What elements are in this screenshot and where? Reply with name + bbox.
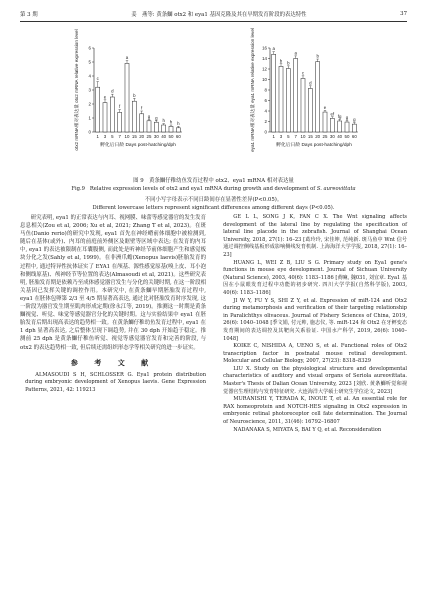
significance-letter: a <box>125 55 129 61</box>
x-tick-label: 1 <box>96 134 99 139</box>
significance-letter: b <box>316 53 319 59</box>
significance-letter: g <box>345 114 349 120</box>
otx2-bar-chart <box>70 29 188 175</box>
y-tick-label: 3 <box>88 87 91 93</box>
significance-letter: h <box>169 119 173 125</box>
x-tick-label: 5 <box>287 134 290 139</box>
significance-letter: b <box>287 60 290 66</box>
x-tick-label: 20 <box>139 134 145 139</box>
header-rule <box>20 21 407 22</box>
bar <box>301 78 305 132</box>
reference-entry: NADANAKA S, MIYATA S, BAI Y Q, et al. Reconsideration <box>233 426 382 433</box>
reference-entry: MURANISHI Y, TERADA K, INOUE T, et al. An essential role for RAX homeoprotein and NOTCH-HES signaling in Otx2 expression in embryonic retinal photoreceptor cell fate determination. The Journal of Neuroscience, 2011, 31(46): 16792–16807 <box>223 396 407 426</box>
reference-entry: HUANG L, WEI Z B, LIU S G. Primary study on Eya1 gene's functions in mouse eye development. Journal of Sichuan University (Natural Science), 2003, 40(6): 1183–1186 [黄嘛, 魏031, 刘宜章. Eya1 基因在小鼠眼发育过程中功能的初步研究. 四川大学学报(自然科学版), 2003, 40(6): 1183–1186] <box>223 259 407 296</box>
y-tick-label: 1 <box>88 115 91 121</box>
body-paragraph: 研究表明, eya1 的正常表达与内耳、视网膜、味蕾等感觉器官的发生发育息息相关(Zou et al, 2006; Xu et al, 2021; Zhang T et al, 2023)。在斑马鱼(Danio rerio)的研究中发现, eya1 首先在神经嵴前体细胞中被检测到, 随后在基体(或外)、内耳的前庭前外侧区及眶壁等区域中表达; 在发育的内耳中, eya1 的表达被限制在耳囊腹侧, 而此处是听神经节前体细胞产生和感觉板块分化之发(Sahly et al, 1999)。在非洲爪蟾(Xenopus laevis)胚胎发育的过程中, 通过特异性抗体证实了 EYA1 在颅基、源性感觉原基(嗅上皮、耳小泡和侧线原基)、颅神经节等位置的表达(Almasoudi et al, 2021)。这些研究表明, 胚胎发育期是依赖乃至成体感觉器官发生与分化的关键时期, 在这一阶段相关基因已发挥关键的调控作用。本研究中, 在黄条鰤早期胚胎发育过程中, eya1 在胚体包卵第 2/3 至 4/5 期显著高表达, 通过比对胚胎发育时序发现, 这一阶段为器官发生期至肌肉形成定期(徐永江等, 2019)。推测这一时期是黄条鰤视觉、听觉、味觉等感觉器官分化的关键时期。这与实验结果中 eya1 在胚胎发育后期出现高表达的趋势相一致。在黄条鰤仔稚幼鱼发育过程中, eya1 在 1 dph 显著高表达, 之后整体呈现下调趋势, 并在 30 dph 开始趋于稳定。推测前 25 dph 是黄条鰤仔稚鱼听觉、视觉等感觉器官发育和完善的阶段, 与 otx2 的表达趋势相一致, 但后续还需组织形态学等相关研究的进一步证实。 <box>20 215 206 351</box>
significance-letter: d <box>309 80 312 86</box>
x-tick-label: 5 <box>111 134 114 139</box>
x-tick-label: 40 <box>161 134 167 139</box>
x-tick-label: 20 <box>315 134 321 139</box>
bar <box>316 62 320 132</box>
x-tick-label: 30 <box>329 134 335 139</box>
x-tick-label: 7 <box>118 134 121 139</box>
y-tick-label: 8 <box>264 87 267 93</box>
references-list-left <box>20 372 206 395</box>
y-tick-label: 16 <box>262 45 267 51</box>
x-axis-label: 孵化后日龄 Days post-hatching/dph <box>100 143 176 148</box>
reference-entry: GE L L, SONG J K, FAN C X. The Wnt signaling affects development of the lateral line by regulating the specification of lateral line placode in the zebrafish. Journal of Shanghai Ocean University, 2018, 27(1): 16–23 [葛玲玲, 宋佳坤, 范纯新. 斑马鱼中 Wnt 信号通过调控侧线基板形成影响侧线发育机制. 上海海洋大学学报, 2018, 27(1): 16–23] <box>223 214 407 258</box>
significance-letter: g <box>155 115 158 121</box>
bar <box>96 87 100 132</box>
figure-caption-en-label: Fig.9 <box>71 186 85 192</box>
x-tick-label: 60 <box>351 134 357 139</box>
bar <box>308 88 312 132</box>
references-list-right <box>218 214 407 434</box>
bar <box>132 101 136 132</box>
references-heading: 参 考 文 献 <box>70 357 156 367</box>
significance-letter: a <box>272 46 275 52</box>
reference-entry: LIU X. Study on the physiological structure and developmental characteristics of auditory and visual organs of Seriola aureovittata. Master's Thesis of Dalian Ocean University, 2023 [刘欣. 黄条鰤听觉和视觉器官生理结构与发育特征研究. 大连海洋大学硕士研究生学位论文, 2023] <box>223 365 407 395</box>
bar <box>176 128 180 132</box>
bar <box>162 125 166 132</box>
y-tick-label: 5 <box>88 59 91 65</box>
significance-letter: f <box>141 105 143 111</box>
x-axis-label: 孵化后日龄 Days post-hatching/dph <box>276 143 352 148</box>
y-tick-label: 0 <box>88 129 91 135</box>
running-header <box>20 8 407 20</box>
x-tick-label: 10 <box>300 134 306 139</box>
bar <box>338 121 342 132</box>
y-tick-label: 2 <box>88 101 91 107</box>
y-tick-label: 4 <box>264 108 267 114</box>
significance-letter: f <box>119 104 121 110</box>
x-tick-label: 60 <box>175 134 181 139</box>
significance-letter: e <box>323 104 327 110</box>
significance-letter: a <box>294 50 297 56</box>
x-tick-label: 15 <box>131 134 137 139</box>
bar <box>330 118 334 132</box>
y-tick-label: 4 <box>88 73 91 79</box>
x-tick-label: 25 <box>146 134 152 139</box>
significance-letter: h <box>177 120 180 126</box>
bar <box>352 124 356 132</box>
figure-note-zh: 不同小写字母表示不同日龄间存在显著性差异(P<0.05)。 <box>144 197 283 203</box>
bar <box>140 114 144 132</box>
bar <box>272 54 276 132</box>
significance-letter: g <box>147 113 151 119</box>
bar <box>118 112 122 132</box>
figure-caption-en-text: Relative expression levels of otx2 and eya1 mRNA during growth and development of <box>89 186 316 192</box>
significance-letter: g <box>353 117 356 123</box>
x-tick-label: 7 <box>294 134 297 139</box>
significance-letter: b <box>133 92 136 98</box>
significance-letter: fg <box>337 113 342 119</box>
eya1-bar-chart <box>246 28 364 175</box>
x-tick-label: 30 <box>153 134 159 139</box>
figure-caption-en-species: S. aureovittata <box>316 186 356 192</box>
y-tick-label: 2 <box>264 119 267 125</box>
issue-number: 第 3 期 <box>20 12 38 18</box>
y-axis-label: otx2 mRNA相对表达量 otx2 mRNA relative expression level <box>74 29 79 151</box>
y-tick-label: 12 <box>262 66 267 72</box>
x-tick-label: 15 <box>307 134 313 139</box>
bar <box>125 63 129 132</box>
reference-entry: JI W Y, FU Y S, SHI Z Y, et al. Expression of miR-124 and Otx2 during metamorphosis and verification of their targeting relationship in Paralichthys olivaceus. Journal of Fishery Sciences of China, 2019, 26(6): 1040–1048 [季文娟, 付元帅, 施志仪, 等. miR-124 和 Otx2 在牙鲆变态发育期间的表达调控及其靶向关系验证. 中国水产科学, 2019, 26(6): 1040–1048] <box>223 297 407 342</box>
running-title: 姜 燕等: 黄条鰤 otx2 和 eya1 基因克隆及其在早期发育阶段的表达特性 <box>131 12 307 18</box>
bar <box>103 103 107 132</box>
figure-caption-zh: 图 9 黄条鰤仔稚幼鱼发育过程中 otx2、eya1 mRNA 相对表达量 <box>133 178 294 184</box>
significance-letter: c <box>301 70 305 76</box>
bar <box>294 59 298 133</box>
significance-letter: ef <box>330 111 335 117</box>
y-tick-label: 6 <box>264 98 267 104</box>
bar <box>323 112 327 132</box>
reference-entry: ALMASOUDI S H, SCHLOSSER G. Eya1 protein distribution during embryonic development of Xenopus laevis. Gene Expression Patterns, 2021, 42: 119213 <box>25 371 206 393</box>
x-tick-label: 1 <box>272 134 275 139</box>
x-tick-label: 10 <box>124 134 130 139</box>
figure-note <box>20 196 407 212</box>
y-axis-label: eya1 mRNA相对表达量 eya1 mRNA relative expression level <box>250 28 255 152</box>
bar <box>345 122 349 132</box>
significance-letter: c <box>96 76 99 82</box>
bar <box>279 66 283 132</box>
significance-letter: e <box>103 94 107 100</box>
bar <box>110 97 114 132</box>
figure-note-en: Different lowercase letters represent significant differences among different days (P<0.05). <box>92 205 335 211</box>
left-column <box>20 214 206 394</box>
y-tick-label: 6 <box>88 45 91 51</box>
bar <box>169 126 173 132</box>
bar <box>286 68 290 132</box>
x-tick-label: 3 <box>279 134 283 139</box>
bar <box>154 122 158 132</box>
significance-letter: b <box>279 58 283 64</box>
y-tick-label: 14 <box>262 56 267 62</box>
reference-entry: KOIKE C, NISHIDA A, UENO S, et al. Functional roles of Otx2 transcription factor in postnatal mouse retinal development. Molecular and Cellular Biology, 2007, 27(23): 8318–8329 <box>223 343 407 365</box>
y-tick-label: 10 <box>262 77 267 83</box>
figure-caption-en <box>20 185 407 193</box>
right-column <box>218 214 407 434</box>
x-tick-label: 50 <box>168 134 174 139</box>
bar <box>147 121 151 132</box>
y-tick-label: 0 <box>264 129 267 135</box>
x-tick-label: 25 <box>322 134 328 139</box>
page-number: 37 <box>400 11 407 17</box>
figure-caption <box>20 177 407 193</box>
x-tick-label: 40 <box>337 134 343 139</box>
x-tick-label: 50 <box>344 134 350 139</box>
significance-letter: d <box>111 88 114 94</box>
significance-letter: h <box>162 118 165 124</box>
x-tick-label: 3 <box>103 134 107 139</box>
